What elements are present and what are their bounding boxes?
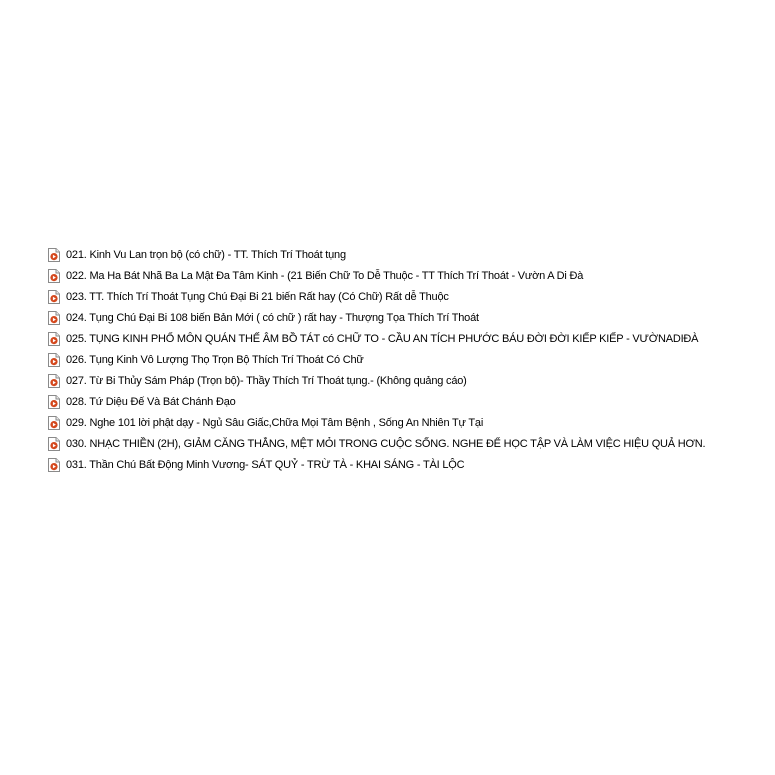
file-list-item[interactable]	[48, 245, 768, 266]
file-name-label: 025. TỤNG KINH PHỔ MÔN QUÁN THẾ ÂM BỒ TÁT có CHỮ TO - CẦU AN TÍCH PHƯỚC BÁU ĐỜI ĐỜI KIẾP KIẾP - VƯỜNADIĐÀ	[66, 333, 699, 345]
file-name-label: 022. Ma Ha Bát Nhã Ba La Mật Đa Tâm Kinh - (21 Biến Chữ To Dễ Thuộc - TT Thích Trí Thoát - Vườn A Di Đà	[66, 270, 584, 282]
media-file-icon	[48, 353, 60, 367]
file-list-item[interactable]	[48, 266, 768, 287]
file-name-label: 031. Thần Chú Bất Động Minh Vương- SÁT QUỶ - TRỪ TÀ - KHAI SÁNG - TÀI LỘC	[66, 459, 465, 471]
media-file-icon	[48, 437, 60, 451]
file-list-item[interactable]	[48, 350, 768, 371]
file-list-item[interactable]	[48, 308, 768, 329]
file-list-item[interactable]	[48, 392, 768, 413]
media-file-icon	[48, 395, 60, 409]
media-file-icon	[48, 332, 60, 346]
file-name-label: 027. Từ Bi Thủy Sám Pháp (Trọn bộ)- Thầy Thích Trí Thoát tụng.- (Không quảng cáo)	[66, 375, 467, 387]
file-list-item[interactable]	[48, 371, 768, 392]
file-name-label: 024. Tụng Chú Đại Bi 108 biến Bản Mới ( có chữ ) rất hay - Thượng Tọa Thích Trí Thoát	[66, 312, 479, 324]
file-name-label: 023. TT. Thích Trí Thoát Tụng Chú Đại Bi 21 biến Rất hay (Có Chữ) Rất dễ Thuộc	[66, 291, 449, 303]
file-list-item[interactable]	[48, 434, 768, 455]
file-list-item[interactable]	[48, 455, 768, 476]
media-file-icon	[48, 269, 60, 283]
media-file-icon	[48, 416, 60, 430]
file-list-item[interactable]	[48, 329, 768, 350]
file-name-label: 026. Tụng Kinh Vô Lượng Thọ Trọn Bộ Thích Trí Thoát Có Chữ	[66, 354, 364, 366]
file-name-label: 030. NHẠC THIỀN (2H), GIẢM CĂNG THẲNG, MỆT MỎI TRONG CUỘC SỐNG. NGHE ĐỂ HỌC TẬP VÀ LÀM VIỆC HIỆU QUẢ HƠN.	[66, 438, 706, 450]
file-list	[48, 245, 768, 476]
media-file-icon	[48, 374, 60, 388]
file-name-label: 021. Kinh Vu Lan trọn bộ (có chữ) - TT. Thích Trí Thoát tụng	[66, 249, 346, 261]
media-file-icon	[48, 248, 60, 262]
file-name-label: 029. Nghe 101 lời phật dạy - Ngủ Sâu Giấc,Chữa Mọi Tâm Bệnh , Sống An Nhiên Tự Tại	[66, 417, 484, 429]
file-list-item[interactable]	[48, 413, 768, 434]
media-file-icon	[48, 311, 60, 325]
file-list-item[interactable]	[48, 287, 768, 308]
media-file-icon	[48, 290, 60, 304]
file-name-label: 028. Tứ Diệu Đế Và Bát Chánh Đạo	[66, 396, 236, 408]
media-file-icon	[48, 458, 60, 472]
